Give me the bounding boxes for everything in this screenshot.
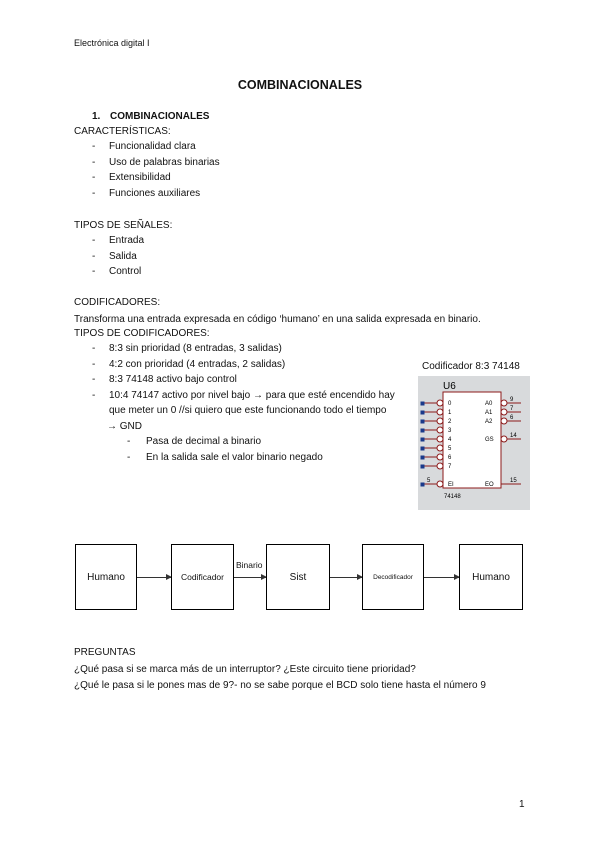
- diagram-arrow: [137, 577, 171, 578]
- section-number: 1.: [92, 111, 101, 122]
- pin-number: 5: [427, 478, 431, 484]
- pin-number: 9: [510, 397, 514, 403]
- preguntas-label: PREGUNTAS: [74, 647, 136, 658]
- input-label: 1: [448, 410, 452, 416]
- input-label: 4: [448, 437, 452, 443]
- diagram-arrow: [330, 577, 362, 578]
- pin-number: 15: [510, 478, 517, 484]
- encoder-chip-figure: [418, 376, 530, 510]
- eo-label: EO: [485, 482, 494, 488]
- arrow-label: Binario: [236, 560, 263, 570]
- pregunta-line: ¿Qué le pasa si le pones mas de 9?- no se sabe porque el BCD solo tiene hasta el número 9: [74, 680, 486, 691]
- caracteristicas-label: CARACTERÍSTICAS:: [74, 126, 171, 137]
- codificadores-label: CODIFICADORES:: [74, 297, 161, 308]
- output-label: A1: [485, 410, 493, 416]
- output-label: A0: [485, 401, 493, 407]
- diagram-box-humano-output: Humano: [459, 544, 523, 610]
- chip-ref: U6: [443, 381, 456, 392]
- output-label: A2: [485, 419, 493, 425]
- ei-label: EI: [448, 482, 454, 488]
- pin-number: 6: [510, 415, 514, 421]
- input-label: 6: [448, 455, 452, 461]
- diagram-box-decodificador: Decodificador: [362, 544, 424, 610]
- page-header: Electrónica digital I: [74, 38, 150, 48]
- chip-part: 74148: [444, 494, 461, 500]
- page-number: 1: [519, 799, 525, 810]
- output-label: GS: [485, 437, 494, 443]
- section-heading: COMBINACIONALES: [110, 111, 210, 122]
- input-label: 0: [448, 401, 452, 407]
- pregunta-line: ¿Qué pasa si se marca más de un interruptor? ¿Este circuito tiene prioridad?: [74, 664, 416, 675]
- codificadores-description: Transforma una entrada expresada en código ‘humano’ en una salida expresada en binario.: [74, 314, 481, 325]
- diagram-arrow: [424, 577, 459, 578]
- pin-number: 14: [510, 433, 517, 439]
- tipos-senales-label: TIPOS DE SEÑALES:: [74, 220, 173, 231]
- page-title: COMBINACIONALES: [237, 78, 363, 92]
- figure-caption: Codificador 8:3 74148: [422, 361, 520, 372]
- tipos-codificadores-label: TIPOS DE CODIFICADORES:: [74, 328, 210, 339]
- pin-number: 7: [510, 406, 514, 412]
- diagram-box-sist: Sist: [266, 544, 330, 610]
- diagram-box-humano: Humano: [75, 544, 137, 610]
- chip-schematic: [418, 376, 530, 510]
- input-label: 5: [448, 446, 452, 452]
- diagram-arrow: [234, 577, 266, 578]
- input-label: 7: [448, 464, 452, 470]
- input-label: 2: [448, 419, 452, 425]
- diagram-box-codificador: Codificador: [171, 544, 234, 610]
- input-label: 3: [448, 428, 452, 434]
